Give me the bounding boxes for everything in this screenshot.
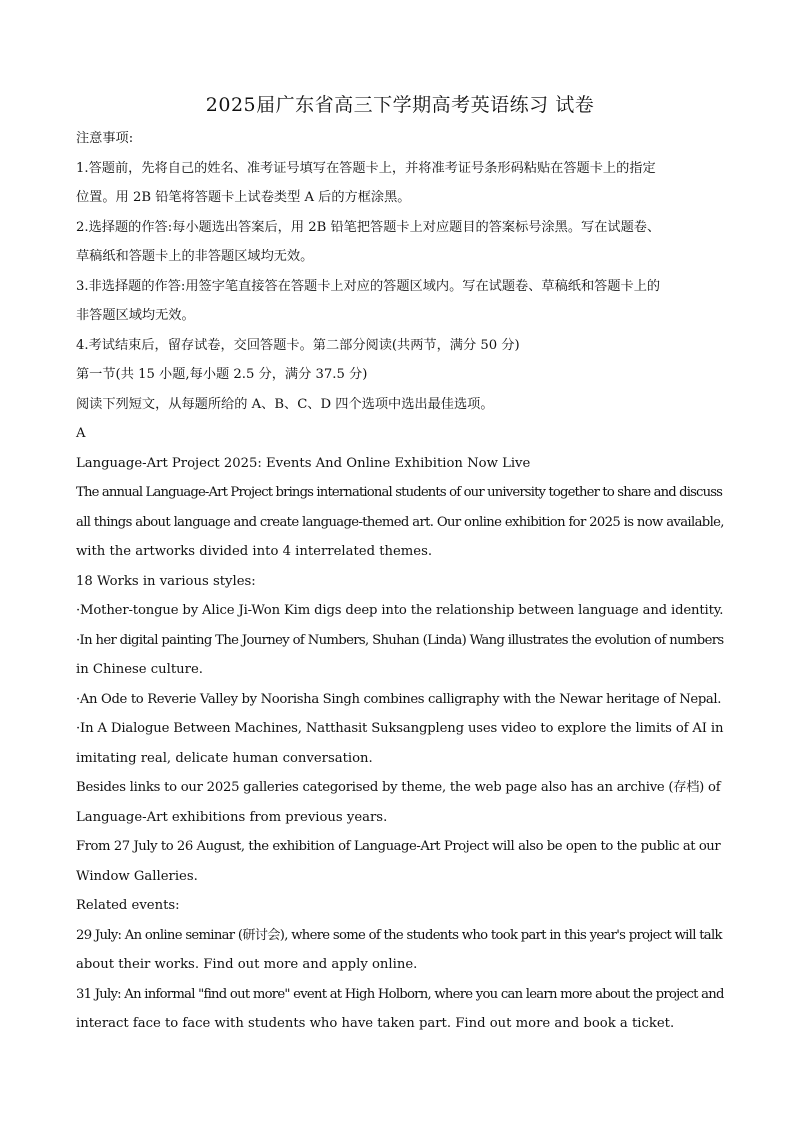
text-line: A (76, 426, 86, 441)
text-line: in Chinese culture. (76, 662, 203, 677)
text-line: imitating real, delicate human conversation. (76, 750, 373, 766)
text-line: 草稿纸和答题卡上的非答题区域均无效。 (76, 249, 314, 264)
text-line: 3.非选择题的作答:用签字笔直接答在答题卡上对应的答题区域内。写在试题卷、草稿纸和答题卡上的 (76, 278, 661, 294)
text-line: 非答题区域均无效。 (76, 308, 195, 323)
text-line: The annual Language-Art Project brings international students of our university together to share and discuss (76, 485, 723, 500)
text-line: ·Mother-tongue by Alice Ji-Won Kim digs deep into the relationship between language and identity. (76, 603, 724, 618)
text-line: 4.考试结束后，留存试卷，交回答题卡。第二部分阅读(共两节，满分 50 分) (76, 337, 520, 353)
text-line: 2.选择题的作答:每小题选出答案后，用 2B 铅笔把答题卡上对应题目的答案标号涂黑。写在试题卷、 (76, 219, 661, 235)
text-line: 第一节(共 15 小题,每小题 2.5 分，满分 37.5 分) (76, 367, 368, 382)
text-line: Window Galleries. (76, 868, 198, 884)
text-line: 注意事项: (76, 131, 134, 146)
text-line: 1.答题前，先将自己的姓名、准考证号填写在答题卡上，并将准考证号条形码粘贴在答题卡上的指定 (76, 160, 656, 176)
text-line: From 27 July to 26 August, the exhibition of Language-Art Project will also be open to the public at our (76, 839, 721, 854)
text-line: Language-Art Project 2025: Events And Online Exhibition Now Live (76, 455, 531, 471)
text-line: 29 July: An online seminar (研讨会), where some of the students who took part in this year's project will talk (76, 927, 722, 943)
text-line: ·In A Dialogue Between Machines, Natthasit Suksangpleng uses video to explore the limits of AI in (76, 721, 724, 736)
text-line: 阅读下列短文，从每题所给的 A、B、C、D 四个选项中选出最佳选项。 (76, 396, 494, 412)
text-line: 31 July: An informal "find out more" event at High Holborn, where you can learn more about the project and (76, 986, 724, 1002)
text-line: about their works. Find out more and apply online. (76, 957, 418, 972)
text-line: Language-Art exhibitions from previous years. (76, 809, 388, 825)
exam-page (76, 92, 724, 1039)
text-line: 位置。用 2B 铅笔将答题卡上试卷类型 A 后的方框涂黑。 (76, 190, 411, 205)
exam-title: 2025届广东省高三下学期高考英语练习 试卷 (205, 94, 595, 116)
text-line: all things about language and create language-themed art. Our online exhibition for 2025 is now available, (76, 514, 724, 530)
text-line: interact face to face with students who have taken part. Find out more and book a ticket. (76, 1016, 675, 1031)
document-body (76, 124, 724, 1039)
text-line: with the artworks divided into 4 interrelated themes. (76, 544, 433, 559)
text-line: Besides links to our 2025 galleries categorised by theme, the web page also has an archive (存档) of (76, 780, 721, 795)
text-line: ·In her digital painting The Journey of Numbers, Shuhan (Linda) Wang illustrates the evolution of numbers (76, 632, 724, 648)
text-line: 18 Works in various styles: (76, 573, 256, 589)
text-line: ·An Ode to Reverie Valley by Noorisha Singh combines calligraphy with the Newar heritage of Nepal. (76, 691, 722, 707)
text-line: Related events: (76, 898, 180, 913)
